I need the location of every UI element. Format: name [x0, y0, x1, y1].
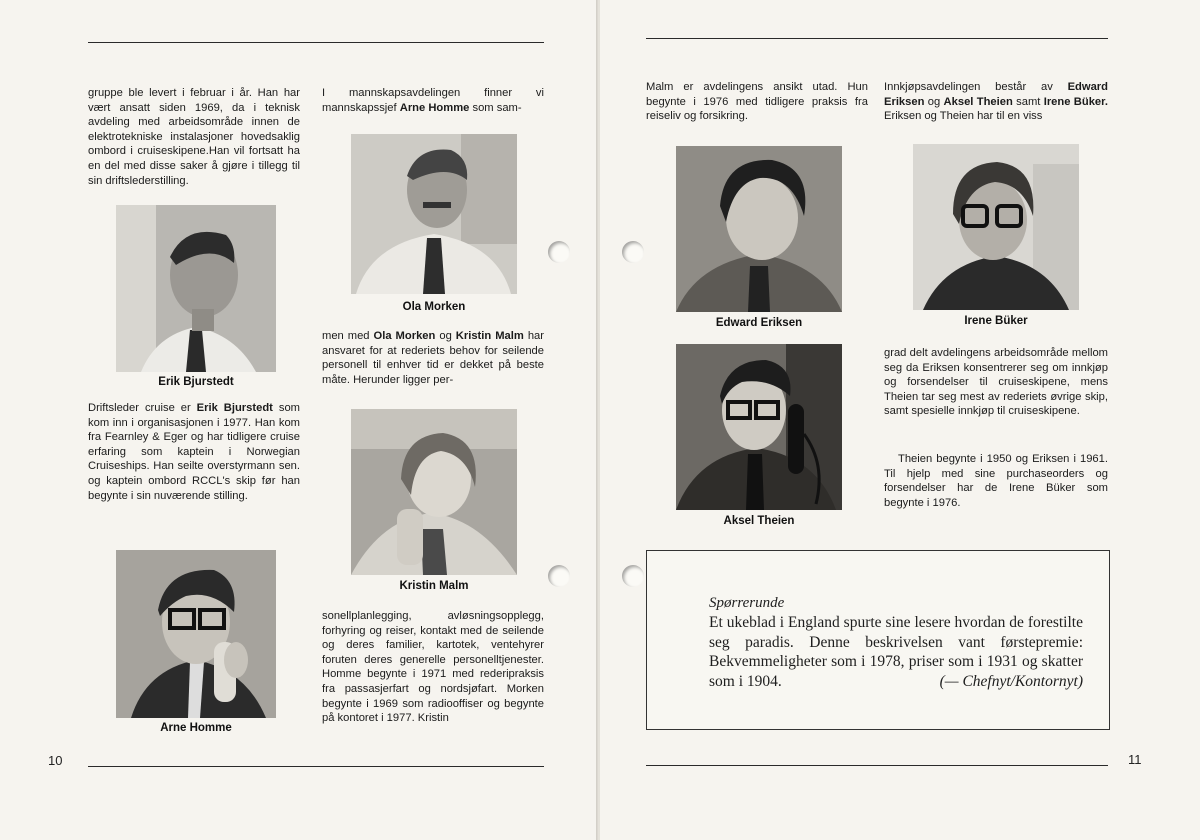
quote-box [646, 550, 1110, 730]
caption-aksel-theien: Aksel Theien [723, 515, 795, 527]
photo-irene-buker [913, 144, 1079, 310]
caption-kristin-malm: Kristin Malm [399, 580, 469, 592]
paragraph: grad delt avdelingens arbeidsområde mellom seg da Eriksen konsentrerer seg om innkjøp og forsendelser til cruiseskipene, mens Theien tar seg mest av rederiets øvrige skip, samt spesielle innkjøp til cruiseskipene. [884, 347, 1108, 418]
paragraph: sonellplanlegging, avløsningsopplegg, forhyring og reiser, kontakt med de seilende og deres familier, kartotek, ventehyrer foruten deres generelle personelltjenester. Homme begynte i 1971 med rederipraksis fra passasjerfart og nordsjøfart. Morken begynte i 1969 som radiooffiser og begynte på kontoret i 1977. Kristin [322, 610, 544, 725]
binder-hole [622, 565, 644, 587]
caption-arne-homme: Arne Homme [160, 722, 232, 734]
left-col1-mid-text [88, 401, 300, 503]
bottom-rule [88, 766, 544, 767]
caption-edward-eriksen: Edward Eriksen [715, 317, 803, 329]
paragraph: Driftsleder cruise er Erik Bjurstedt som kom inn i organisasjonen i 1977. Han kom fra Fearnley & Eger og har tidligere cruise erfaring som kaptein i Norwegian Cruiseships. Han seilte overstyrmann sen. og kaptein ombord RCCL's skip før han begynte i sin nuværende stilling. [88, 402, 300, 502]
photo-aksel-theien [676, 344, 842, 510]
caption-erik-bjurstedt: Erik Bjurstedt [158, 376, 234, 388]
right-col2-bottom-text [884, 452, 1108, 510]
binder-hole [548, 565, 570, 587]
paragraph: Malm er avdelingens ansikt utad. Hun begynte i 1976 med tidligere praksis fra reiseliv og forsikring. [646, 81, 868, 123]
page-number: 11 [1128, 752, 1142, 767]
page-number: 10 [48, 753, 63, 768]
photo-kristin-malm [351, 409, 517, 575]
paragraph: gruppe ble levert i februar i år. Han har vært ansatt siden 1969, da i teknisk avdeling med arbeidsområde innen de elektrotekniske instalasjoner hovedsaklig ombord i cruiseskipene.Han vil fortsatt ha en del med disse saker å gjøre i tillegg til sin driftslederstilling. [88, 87, 300, 187]
top-rule [88, 42, 544, 43]
paragraph: Theien begynte i 1950 og Eriksen i 1961. Til hjelp med sine purchaseorders og forsendelser har de Irene Büker som begynte i 1976. [884, 453, 1108, 509]
photo-ola-morken [351, 134, 517, 294]
binder-hole [622, 241, 644, 263]
right-col2-top-text [884, 80, 1108, 124]
top-rule [646, 38, 1108, 39]
right-page [600, 0, 1200, 840]
caption-irene-buker: Irene Büker [964, 315, 1028, 327]
left-col2-bottom-text [322, 609, 544, 726]
quote-box-source: (— Chefnyt/Kontornyt) [939, 672, 1083, 690]
photo-arne-homme [116, 550, 276, 718]
photo-erik-bjurstedt [116, 205, 276, 372]
bottom-rule [646, 765, 1108, 766]
right-col1-top-text [646, 80, 868, 124]
photo-edward-eriksen [676, 146, 842, 312]
quote-box-title: Spørrerunde [709, 595, 785, 611]
caption-ola-morken: Ola Morken [402, 301, 466, 313]
quote-box-text: Et ukeblad i England spurte sine lesere hvordan de forestilte seg paradis. Denne beskrivelsen vant førstepremie: Bekvemmeligheter som i 1978, priser som i 1931 og skatter som i 1904. (— Chefnyt/Kontornyt) [709, 614, 1083, 690]
left-col2-mid-text [322, 329, 544, 387]
left-col2-top-text [322, 86, 544, 115]
binder-hole [548, 241, 570, 263]
left-page [0, 0, 598, 840]
paragraph: I mannskapsavdelingen finner vi mannskapssjef Arne Homme som sam- [322, 87, 544, 114]
paragraph: Innkjøpsavdelingen består av Edward Eriksen og Aksel Theien samt Irene Büker. Eriksen og Theien har til en viss [884, 81, 1108, 123]
paragraph: men med Ola Morken og Kristin Malm har ansvaret for at rederiets behov for seilende personell til enhver tid er dekket på beste måte. Herunder ligger per- [322, 330, 544, 386]
right-col2-mid-text [884, 346, 1108, 419]
left-col1-top-text [88, 86, 300, 188]
